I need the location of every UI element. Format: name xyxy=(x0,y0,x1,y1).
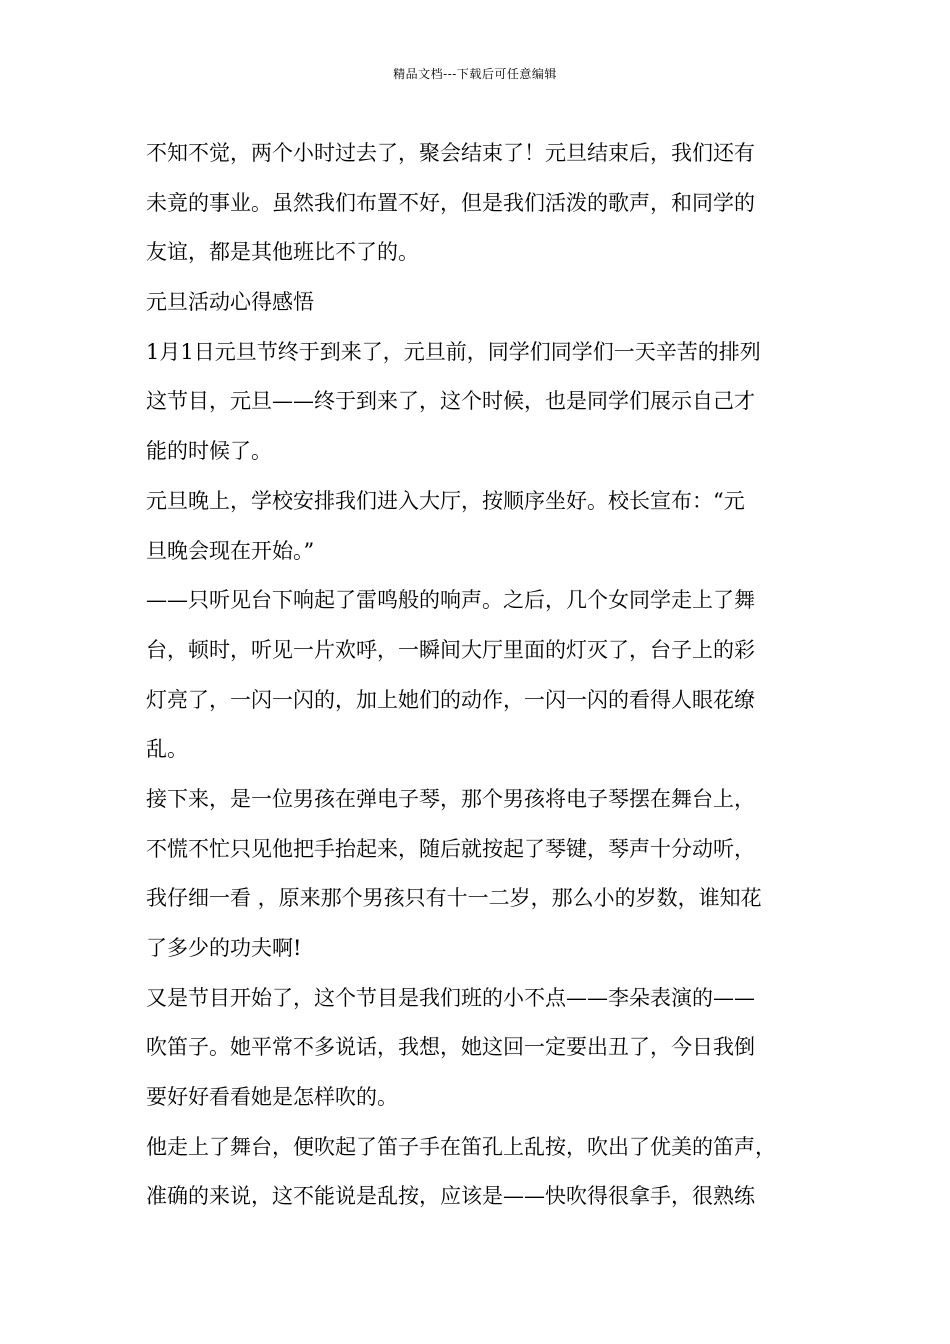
text-line: 了多少的功夫啊! xyxy=(146,936,302,960)
text-line: 乱。 xyxy=(146,737,188,762)
text-line: 我仔细一看 ，原来那个男孩只有十一二岁，那么小的岁数，谁知花 xyxy=(146,886,762,911)
text-line: 这节目，元旦——终于到来了，这个时候，也是同学们展示自己才 xyxy=(146,389,755,414)
text-line: 准确的来说，这不能说是乱按，应该是——快吹得很拿手，很熟练 xyxy=(146,1184,755,1209)
text-line: 未竟的事业。虽然我们布置不好，但是我们活泼的歌声，和同学的 xyxy=(146,190,755,215)
text-line: 不知不觉，两个小时过去了，聚会结束了！元旦结束后，我们还有 xyxy=(146,141,755,165)
section-heading: 元旦活动心得感悟 xyxy=(146,290,314,315)
text-line: 吹笛子。她平常不多说话，我想，她这回一定要出丑了，今日我倒 xyxy=(146,1035,755,1060)
text-line: 旦晚会现在开始。” xyxy=(146,538,315,563)
text-line: 要好好看看她是怎样吹的。 xyxy=(146,1085,398,1110)
text-line: ——只听见台下响起了雷鸣般的响声。之后，几个女同学走上了舞 xyxy=(146,588,755,613)
page-header: 精品文档---下载后可任意编辑 xyxy=(393,67,557,81)
text-line: 1月1日元旦节终于到来了，元旦前，同学们同学们一天辛苦的排列 xyxy=(146,339,761,364)
text-line: 台，顿时，听见一片欢呼，一瞬间大厅里面的灯灭了，台子上的彩 xyxy=(146,637,755,662)
text-line: 又是节目开始了，这个节目是我们班的小不点——李朵表演的—— xyxy=(146,985,755,1010)
text-line: 友谊，都是其他班比不了的。 xyxy=(146,240,419,265)
text-line: 能的时候了。 xyxy=(146,439,272,464)
text-line: 灯亮了，一闪一闪的，加上她们的动作，一闪一闪的看得人眼花缭 xyxy=(146,687,755,712)
text-line: 他走上了舞台，便吹起了笛子手在笛孔上乱按，吹出了优美的笛声， xyxy=(146,1134,776,1159)
text-line: 元旦晚上，学校安排我们进入大厅，按顺序坐好。校长宣布：“元 xyxy=(146,488,745,513)
text-line: 不慌不忙只见他把手抬起来，随后就按起了琴键，琴声十分动听， xyxy=(146,836,755,861)
document-body xyxy=(146,131,826,1224)
text-line: 接下来，是一位男孩在弹电子琴，那个男孩将电子琴摆在舞台上， xyxy=(146,786,755,811)
